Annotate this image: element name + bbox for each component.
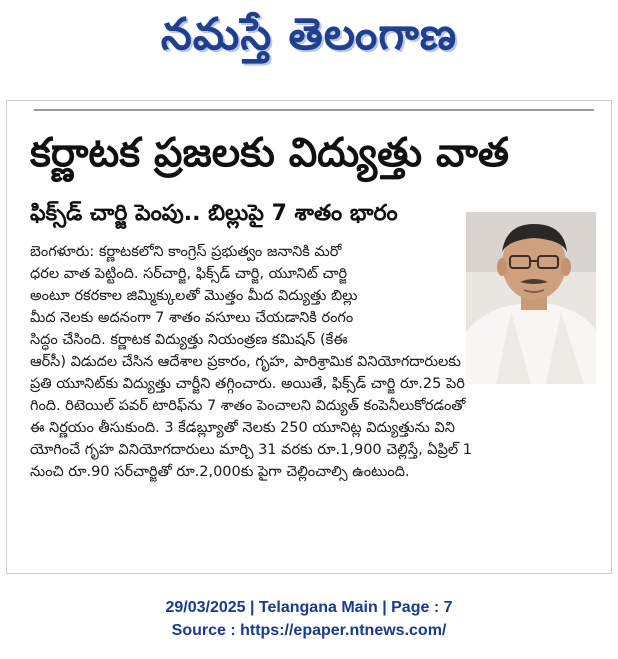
body-line: మీద నెలకు అదనంగా 7 శాతం వసూలు చేయడానికి రంగం	[30, 310, 354, 326]
body-line: ఈ నిర్ణయం తీసుకుంది. 3 కేడబ్ల్యూతో నెలకు 250 యూనిట్ల విద్యుత్తును విని	[30, 420, 455, 436]
article-subheadline: ఫిక్స్‌డ్ చార్జి పెంపు.. బిల్లుపై 7 శాతం భారం	[30, 201, 398, 226]
body-line: యోగించే గృహ వినియోగదారులు మార్చి 31 వరకు రూ.1,900 చెల్లిస్తే, ఏప్రిల్ 1	[30, 442, 473, 458]
top-rule	[34, 109, 594, 111]
masthead	[0, 0, 618, 80]
newspaper-logo: నమస్తే తెలంగాణ	[160, 9, 458, 60]
body-line: అంటూ రకరకాల జిమ్మిక్కులతో మొత్తం మీద విద్యుత్తు బిల్లు	[30, 288, 358, 304]
article-body	[30, 241, 602, 561]
body-line: గింది. రిటెయిల్ పవర్ టారిఫ్‌ను 7 శాతం పెంచాలని విద్యుత్ కంపెనీలుకోరడంతో	[30, 398, 466, 414]
article-headline: కర్ణాటక ప్రజలకు విద్యుత్తు వాత	[30, 130, 510, 176]
body-line: ధరల వాత పెట్టింది. సర్‌చార్జి, ఫిక్స్‌డ్ చార్జి, యూనిట్ చార్జి	[30, 266, 348, 282]
footer-edition-info: 29/03/2025 | Telangana Main | Page : 7	[165, 599, 453, 616]
body-line: బెంగళూరు: కర్ణాటకలోని కాంగ్రెస్ ప్రభుత్వం జనానికి మరో	[30, 244, 342, 260]
body-line: ప్రతి యూనిట్‌కు విద్యుత్తు చార్జీని తగ్గించారు. అయితే, ఫిక్స్‌డ్ చార్జి రూ.25 పెరి	[30, 376, 465, 392]
footer-source-link[interactable]: Source : https://epaper.ntnews.com/	[171, 622, 447, 639]
body-line: సిద్ధం చేసింది. కర్ణాటక విద్యుత్తు నియంత్రణ కమిషన్ (కేఈ	[30, 332, 348, 348]
body-line: ఆర్‌సీ) విడుదల చేసిన ఆదేశాల ప్రకారం, గృహ, పారిశ్రామిక వినియోగదారులకు	[30, 354, 461, 370]
body-line: నుంచి రూ.90 సర్‌చార్జితో రూ.2,000కు పైగా చెల్లించాల్సి ఉంటుంది.	[30, 464, 410, 480]
